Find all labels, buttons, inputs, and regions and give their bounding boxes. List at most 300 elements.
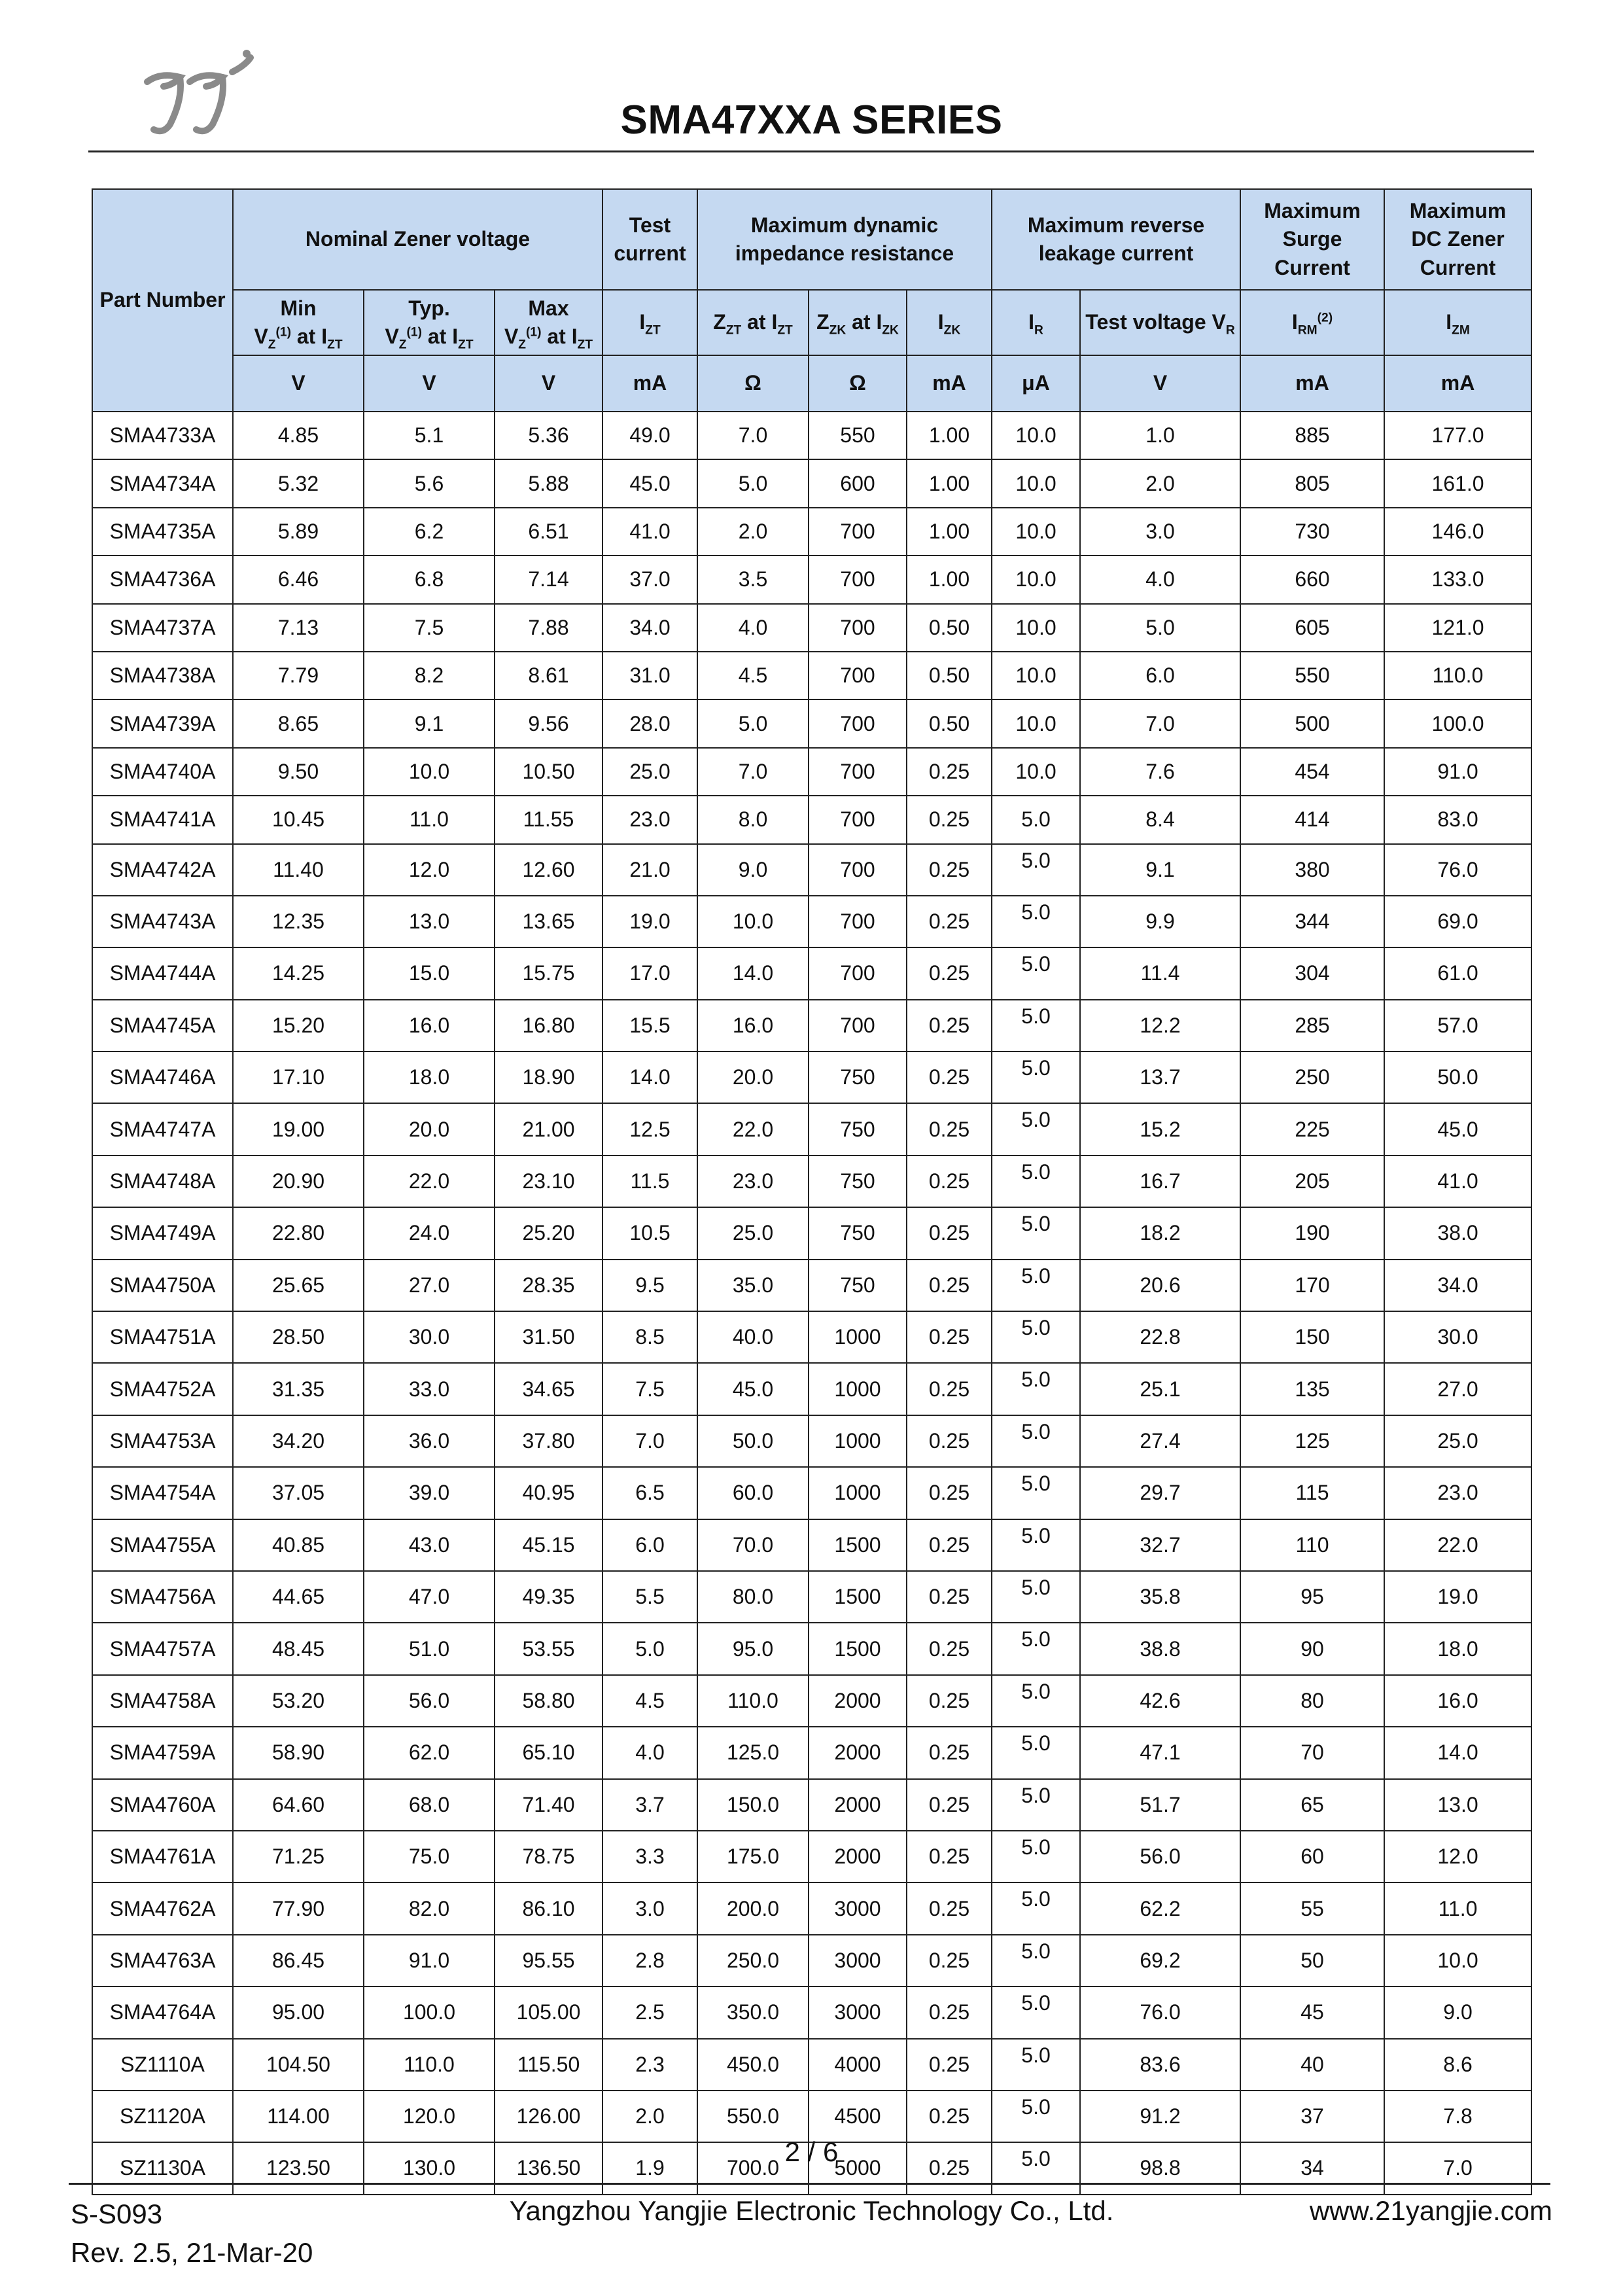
cell-irm: 285 xyxy=(1240,1000,1384,1051)
cell-izt: 2.0 xyxy=(602,2091,697,2142)
cell-izk: 1.00 xyxy=(907,556,992,603)
cell-ir: 5.0 xyxy=(992,1415,1080,1467)
cell-vz-typ: 75.0 xyxy=(364,1831,495,1882)
cell-ir: 5.0 xyxy=(992,1987,1080,2038)
cell-zzt: 700.0 xyxy=(697,2142,809,2194)
subcol-test-voltage-vr: Test voltage $V_R$ xyxy=(1080,290,1240,355)
cell-part-number: SMA4735A xyxy=(92,508,233,556)
cell-zzt: 35.0 xyxy=(697,1260,809,1311)
cell-part-number: SMA4755A xyxy=(92,1519,233,1571)
cell-izk: 0.25 xyxy=(907,1779,992,1831)
cell-zzk: 700 xyxy=(809,1000,907,1051)
cell-izm: 57.0 xyxy=(1384,1000,1531,1051)
cell-zzt: 2.0 xyxy=(697,508,809,556)
cell-vz-max: 115.50 xyxy=(495,2039,602,2091)
cell-irm: 95 xyxy=(1240,1571,1384,1623)
cell-izk: 0.25 xyxy=(907,844,992,896)
col-test-current: Test current xyxy=(602,189,697,290)
cell-ir: 5.0 xyxy=(992,1311,1080,1363)
cell-zzt: 95.0 xyxy=(697,1623,809,1674)
page-title: SMA47XXA SERIES xyxy=(620,97,1003,143)
cell-zzt: 125.0 xyxy=(697,1727,809,1778)
cell-izm: 76.0 xyxy=(1384,844,1531,896)
col-max-surge-current: Maximum Surge Current xyxy=(1240,189,1384,290)
cell-izk: 0.25 xyxy=(907,1519,992,1571)
cell-izm: 100.0 xyxy=(1384,699,1531,747)
cell-zzt: 4.0 xyxy=(697,604,809,652)
cell-irm: 205 xyxy=(1240,1156,1384,1207)
cell-ir: 5.0 xyxy=(992,2091,1080,2142)
cell-irm: 304 xyxy=(1240,947,1384,999)
cell-ir: 10.0 xyxy=(992,699,1080,747)
cell-zzk: 700 xyxy=(809,796,907,843)
cell-izk: 0.25 xyxy=(907,1415,992,1467)
cell-vz-typ: 6.2 xyxy=(364,508,495,556)
cell-vz-min: 37.05 xyxy=(233,1467,364,1519)
cell-vz-min: 64.60 xyxy=(233,1779,364,1831)
cell-zzk: 1500 xyxy=(809,1571,907,1623)
cell-part-number: SMA4736A xyxy=(92,556,233,603)
cell-irm: 60 xyxy=(1240,1831,1384,1882)
col-nominal-zener-voltage: Nominal Zener voltage xyxy=(233,189,602,290)
cell-test-voltage-vr: 6.0 xyxy=(1080,652,1240,699)
cell-vz-max: 49.35 xyxy=(495,1571,602,1623)
cell-vz-min: 9.50 xyxy=(233,748,364,796)
table-row xyxy=(92,1675,1531,1727)
cell-izm: 41.0 xyxy=(1384,1156,1531,1207)
cell-ir: 5.0 xyxy=(992,796,1080,843)
cell-part-number: SMA4752A xyxy=(92,1363,233,1415)
cell-part-number: SMA4756A xyxy=(92,1571,233,1623)
unit-cell: mA xyxy=(1384,355,1531,412)
cell-ir: 10.0 xyxy=(992,604,1080,652)
cell-izt: 19.0 xyxy=(602,896,697,947)
cell-vz-max: 37.80 xyxy=(495,1415,602,1467)
cell-vz-typ: 33.0 xyxy=(364,1363,495,1415)
cell-izm: 146.0 xyxy=(1384,508,1531,556)
cell-izt: 15.5 xyxy=(602,1000,697,1051)
cell-vz-typ: 43.0 xyxy=(364,1519,495,1571)
cell-vz-typ: 24.0 xyxy=(364,1207,495,1259)
cell-vz-typ: 62.0 xyxy=(364,1727,495,1778)
table-row xyxy=(92,844,1531,896)
cell-izm: 7.8 xyxy=(1384,2091,1531,2142)
cell-ir: 5.0 xyxy=(992,1467,1080,1519)
table-row xyxy=(92,1415,1531,1467)
unit-cell: Ω xyxy=(809,355,907,412)
cell-irm: 70 xyxy=(1240,1727,1384,1778)
cell-vz-typ: 5.6 xyxy=(364,459,495,507)
cell-vz-typ: 30.0 xyxy=(364,1311,495,1363)
cell-izm: 177.0 xyxy=(1384,412,1531,459)
cell-vz-min: 40.85 xyxy=(233,1519,364,1571)
cell-zzk: 700 xyxy=(809,748,907,796)
table-row xyxy=(92,1467,1531,1519)
cell-test-voltage-vr: 42.6 xyxy=(1080,1675,1240,1727)
subcol-zzk: $Z_{ZK}$ at $I_{ZK}$ xyxy=(809,290,907,355)
cell-irm: 55 xyxy=(1240,1882,1384,1934)
table-row xyxy=(92,412,1531,459)
cell-vz-max: 65.10 xyxy=(495,1727,602,1778)
cell-izk: 0.25 xyxy=(907,1571,992,1623)
cell-irm: 37 xyxy=(1240,2091,1384,2142)
cell-izt: 12.5 xyxy=(602,1103,697,1155)
cell-vz-max: 126.00 xyxy=(495,2091,602,2142)
cell-test-voltage-vr: 4.0 xyxy=(1080,556,1240,603)
cell-zzt: 16.0 xyxy=(697,1000,809,1051)
table-row xyxy=(92,1623,1531,1674)
cell-zzt: 23.0 xyxy=(697,1156,809,1207)
cell-zzt: 70.0 xyxy=(697,1519,809,1571)
cell-vz-max: 6.51 xyxy=(495,508,602,556)
cell-vz-min: 19.00 xyxy=(233,1103,364,1155)
subcol-irm: $I_{RM}^{(2)}$ xyxy=(1240,290,1384,355)
cell-zzk: 2000 xyxy=(809,1727,907,1778)
table-row xyxy=(92,1260,1531,1311)
table-row xyxy=(92,1363,1531,1415)
table-row xyxy=(92,1156,1531,1207)
cell-vz-min: 123.50 xyxy=(233,2142,364,2194)
cell-vz-typ: 22.0 xyxy=(364,1156,495,1207)
cell-vz-typ: 56.0 xyxy=(364,1675,495,1727)
unit-cell: Ω xyxy=(697,355,809,412)
cell-test-voltage-vr: 2.0 xyxy=(1080,459,1240,507)
cell-izk: 0.25 xyxy=(907,1882,992,1934)
cell-zzk: 700 xyxy=(809,947,907,999)
cell-izk: 0.25 xyxy=(907,896,992,947)
table-row xyxy=(92,1935,1531,1987)
cell-izm: 83.0 xyxy=(1384,796,1531,843)
cell-izt: 8.5 xyxy=(602,1311,697,1363)
cell-vz-min: 6.46 xyxy=(233,556,364,603)
cell-part-number: SMA4748A xyxy=(92,1156,233,1207)
cell-izt: 5.0 xyxy=(602,1623,697,1674)
cell-vz-typ: 5.1 xyxy=(364,412,495,459)
cell-ir: 5.0 xyxy=(992,2039,1080,2091)
unit-cell: mA xyxy=(907,355,992,412)
cell-test-voltage-vr: 18.2 xyxy=(1080,1207,1240,1259)
cell-izt: 7.0 xyxy=(602,1415,697,1467)
unit-cell: V xyxy=(364,355,495,412)
cell-vz-typ: 120.0 xyxy=(364,2091,495,2142)
col-max-dynamic-impedance: Maximum dynamic impedance resistance xyxy=(697,189,992,290)
table-row xyxy=(92,699,1531,747)
cell-part-number: SMA4759A xyxy=(92,1727,233,1778)
cell-vz-max: 25.20 xyxy=(495,1207,602,1259)
cell-izt: 17.0 xyxy=(602,947,697,999)
cell-vz-max: 34.65 xyxy=(495,1363,602,1415)
cell-part-number: SMA4754A xyxy=(92,1467,233,1519)
cell-izt: 14.0 xyxy=(602,1051,697,1103)
cell-ir: 10.0 xyxy=(992,652,1080,699)
cell-zzt: 4.5 xyxy=(697,652,809,699)
cell-test-voltage-vr: 22.8 xyxy=(1080,1311,1240,1363)
cell-ir: 5.0 xyxy=(992,1156,1080,1207)
cell-irm: 125 xyxy=(1240,1415,1384,1467)
cell-izt: 21.0 xyxy=(602,844,697,896)
cell-izt: 4.5 xyxy=(602,1675,697,1727)
cell-vz-min: 58.90 xyxy=(233,1727,364,1778)
table-row xyxy=(92,1779,1531,1831)
cell-zzt: 45.0 xyxy=(697,1363,809,1415)
cell-irm: 50 xyxy=(1240,1935,1384,1987)
cell-vz-min: 15.20 xyxy=(233,1000,364,1051)
cell-zzt: 7.0 xyxy=(697,412,809,459)
cell-test-voltage-vr: 3.0 xyxy=(1080,508,1240,556)
cell-part-number: SMA4753A xyxy=(92,1415,233,1467)
cell-vz-typ: 39.0 xyxy=(364,1467,495,1519)
cell-zzk: 700 xyxy=(809,844,907,896)
cell-izt: 41.0 xyxy=(602,508,697,556)
table-row xyxy=(92,604,1531,652)
cell-irm: 550 xyxy=(1240,652,1384,699)
cell-irm: 65 xyxy=(1240,1779,1384,1831)
cell-zzt: 5.0 xyxy=(697,459,809,507)
cell-vz-typ: 82.0 xyxy=(364,1882,495,1934)
cell-irm: 40 xyxy=(1240,2039,1384,2091)
cell-zzt: 8.0 xyxy=(697,796,809,843)
cell-izk: 0.25 xyxy=(907,1467,992,1519)
cell-vz-max: 58.80 xyxy=(495,1675,602,1727)
cell-vz-max: 7.88 xyxy=(495,604,602,652)
cell-zzk: 1500 xyxy=(809,1519,907,1571)
cell-vz-typ: 7.5 xyxy=(364,604,495,652)
cell-part-number: SMA4741A xyxy=(92,796,233,843)
cell-test-voltage-vr: 8.4 xyxy=(1080,796,1240,843)
cell-test-voltage-vr: 83.6 xyxy=(1080,2039,1240,2091)
cell-zzk: 700 xyxy=(809,896,907,947)
subcol-vz-max: Max $V_Z^{(1)}$ at $I_{ZT}$ xyxy=(495,290,602,355)
cell-vz-min: 12.35 xyxy=(233,896,364,947)
cell-irm: 250 xyxy=(1240,1051,1384,1103)
cell-test-voltage-vr: 38.8 xyxy=(1080,1623,1240,1674)
cell-ir: 10.0 xyxy=(992,748,1080,796)
cell-zzk: 750 xyxy=(809,1207,907,1259)
cell-izk: 0.50 xyxy=(907,699,992,747)
cell-vz-typ: 6.8 xyxy=(364,556,495,603)
cell-izt: 28.0 xyxy=(602,699,697,747)
cell-izm: 7.0 xyxy=(1384,2142,1531,2194)
cell-izt: 3.3 xyxy=(602,1831,697,1882)
cell-izk: 0.25 xyxy=(907,796,992,843)
cell-vz-max: 23.10 xyxy=(495,1156,602,1207)
cell-ir: 10.0 xyxy=(992,412,1080,459)
cell-izm: 69.0 xyxy=(1384,896,1531,947)
cell-irm: 135 xyxy=(1240,1363,1384,1415)
cell-zzk: 3000 xyxy=(809,1935,907,1987)
cell-zzk: 1000 xyxy=(809,1311,907,1363)
cell-irm: 90 xyxy=(1240,1623,1384,1674)
cell-vz-min: 86.45 xyxy=(233,1935,364,1987)
cell-part-number: SMA4761A xyxy=(92,1831,233,1882)
cell-zzt: 20.0 xyxy=(697,1051,809,1103)
cell-zzt: 7.0 xyxy=(697,748,809,796)
cell-test-voltage-vr: 13.7 xyxy=(1080,1051,1240,1103)
cell-test-voltage-vr: 51.7 xyxy=(1080,1779,1240,1831)
cell-part-number: SMA4757A xyxy=(92,1623,233,1674)
cell-vz-typ: 8.2 xyxy=(364,652,495,699)
subcol-ir: $I_R$ xyxy=(992,290,1080,355)
table-row xyxy=(92,2091,1531,2142)
cell-test-voltage-vr: 15.2 xyxy=(1080,1103,1240,1155)
cell-izt: 2.5 xyxy=(602,1987,697,2038)
cell-part-number: SMA4763A xyxy=(92,1935,233,1987)
cell-izm: 34.0 xyxy=(1384,1260,1531,1311)
cell-ir: 5.0 xyxy=(992,1623,1080,1674)
cell-izt: 37.0 xyxy=(602,556,697,603)
cell-izt: 45.0 xyxy=(602,459,697,507)
cell-zzk: 2000 xyxy=(809,1779,907,1831)
table-row xyxy=(92,1831,1531,1882)
cell-part-number: SMA4740A xyxy=(92,748,233,796)
cell-irm: 150 xyxy=(1240,1311,1384,1363)
cell-irm: 110 xyxy=(1240,1519,1384,1571)
cell-izm: 38.0 xyxy=(1384,1207,1531,1259)
cell-test-voltage-vr: 16.7 xyxy=(1080,1156,1240,1207)
cell-vz-min: 71.25 xyxy=(233,1831,364,1882)
cell-izm: 161.0 xyxy=(1384,459,1531,507)
cell-izm: 45.0 xyxy=(1384,1103,1531,1155)
cell-izk: 0.25 xyxy=(907,1727,992,1778)
cell-vz-min: 44.65 xyxy=(233,1571,364,1623)
cell-zzk: 750 xyxy=(809,1156,907,1207)
cell-zzk: 1500 xyxy=(809,1623,907,1674)
cell-vz-max: 21.00 xyxy=(495,1103,602,1155)
cell-irm: 454 xyxy=(1240,748,1384,796)
cell-izm: 13.0 xyxy=(1384,1779,1531,1831)
cell-vz-max: 5.88 xyxy=(495,459,602,507)
cell-vz-min: 114.00 xyxy=(233,2091,364,2142)
cell-vz-typ: 51.0 xyxy=(364,1623,495,1674)
cell-izk: 0.25 xyxy=(907,1987,992,2038)
cell-vz-typ: 11.0 xyxy=(364,796,495,843)
cell-vz-max: 8.61 xyxy=(495,652,602,699)
cell-izk: 0.25 xyxy=(907,2039,992,2091)
cell-zzt: 200.0 xyxy=(697,1882,809,1934)
cell-irm: 660 xyxy=(1240,556,1384,603)
cell-zzk: 1000 xyxy=(809,1467,907,1519)
cell-vz-typ: 110.0 xyxy=(364,2039,495,2091)
cell-zzk: 700 xyxy=(809,604,907,652)
table-row xyxy=(92,556,1531,603)
cell-part-number: SMA4734A xyxy=(92,459,233,507)
cell-zzt: 50.0 xyxy=(697,1415,809,1467)
cell-vz-typ: 47.0 xyxy=(364,1571,495,1623)
cell-ir: 5.0 xyxy=(992,1727,1080,1778)
cell-izm: 10.0 xyxy=(1384,1935,1531,1987)
cell-test-voltage-vr: 27.4 xyxy=(1080,1415,1240,1467)
cell-izk: 1.00 xyxy=(907,459,992,507)
cell-vz-typ: 13.0 xyxy=(364,896,495,947)
cell-izt: 34.0 xyxy=(602,604,697,652)
cell-ir: 5.0 xyxy=(992,947,1080,999)
cell-irm: 80 xyxy=(1240,1675,1384,1727)
cell-irm: 115 xyxy=(1240,1467,1384,1519)
cell-ir: 5.0 xyxy=(992,844,1080,896)
cell-vz-max: 28.35 xyxy=(495,1260,602,1311)
cell-vz-min: 95.00 xyxy=(233,1987,364,2038)
cell-zzt: 350.0 xyxy=(697,1987,809,2038)
cell-part-number: SMA4758A xyxy=(92,1675,233,1727)
table-row xyxy=(92,796,1531,843)
cell-izm: 8.6 xyxy=(1384,2039,1531,2091)
cell-izk: 0.25 xyxy=(907,1260,992,1311)
cell-vz-typ: 27.0 xyxy=(364,1260,495,1311)
cell-irm: 190 xyxy=(1240,1207,1384,1259)
cell-part-number: SZ1130A xyxy=(92,2142,233,2194)
cell-ir: 5.0 xyxy=(992,1935,1080,1987)
cell-vz-min: 17.10 xyxy=(233,1051,364,1103)
cell-vz-typ: 10.0 xyxy=(364,748,495,796)
cell-vz-max: 9.56 xyxy=(495,699,602,747)
cell-zzt: 14.0 xyxy=(697,947,809,999)
cell-vz-min: 14.25 xyxy=(233,947,364,999)
specs-table-body xyxy=(92,412,1531,2195)
cell-irm: 500 xyxy=(1240,699,1384,747)
table-row xyxy=(92,1311,1531,1363)
unit-cell: V xyxy=(495,355,602,412)
cell-vz-min: 10.45 xyxy=(233,796,364,843)
cell-izm: 91.0 xyxy=(1384,748,1531,796)
footer-doc-id: S-S093 xyxy=(71,2199,163,2229)
cell-vz-min: 104.50 xyxy=(233,2039,364,2091)
cell-zzt: 10.0 xyxy=(697,896,809,947)
cell-vz-max: 5.36 xyxy=(495,412,602,459)
cell-part-number: SMA4737A xyxy=(92,604,233,652)
cell-zzt: 22.0 xyxy=(697,1103,809,1155)
cell-part-number: SMA4750A xyxy=(92,1260,233,1311)
cell-part-number: SMA4746A xyxy=(92,1051,233,1103)
table-row xyxy=(92,1571,1531,1623)
cell-irm: 170 xyxy=(1240,1260,1384,1311)
cell-vz-min: 20.90 xyxy=(233,1156,364,1207)
cell-part-number: SMA4764A xyxy=(92,1987,233,2038)
cell-test-voltage-vr: 5.0 xyxy=(1080,604,1240,652)
cell-zzt: 110.0 xyxy=(697,1675,809,1727)
cell-vz-min: 22.80 xyxy=(233,1207,364,1259)
footer-website: www.21yangjie.com xyxy=(1309,2195,1552,2226)
cell-test-voltage-vr: 62.2 xyxy=(1080,1882,1240,1934)
cell-test-voltage-vr: 7.0 xyxy=(1080,699,1240,747)
cell-vz-min: 11.40 xyxy=(233,844,364,896)
cell-zzk: 750 xyxy=(809,1260,907,1311)
cell-izt: 4.0 xyxy=(602,1727,697,1778)
table-row xyxy=(92,1207,1531,1259)
cell-vz-min: 8.65 xyxy=(233,699,364,747)
cell-ir: 5.0 xyxy=(992,1882,1080,1934)
cell-izt: 23.0 xyxy=(602,796,697,843)
cell-izt: 10.5 xyxy=(602,1207,697,1259)
cell-zzt: 550.0 xyxy=(697,2091,809,2142)
cell-zzk: 750 xyxy=(809,1051,907,1103)
cell-part-number: SMA4762A xyxy=(92,1882,233,1934)
cell-izk: 0.25 xyxy=(907,1935,992,1987)
cell-part-number: SMA4760A xyxy=(92,1779,233,1831)
cell-izk: 1.00 xyxy=(907,412,992,459)
cell-vz-typ: 12.0 xyxy=(364,844,495,896)
cell-vz-typ: 68.0 xyxy=(364,1779,495,1831)
cell-ir: 5.0 xyxy=(992,1051,1080,1103)
cell-izt: 9.5 xyxy=(602,1260,697,1311)
cell-izt: 1.9 xyxy=(602,2142,697,2194)
cell-vz-min: 53.20 xyxy=(233,1675,364,1727)
cell-zzk: 5000 xyxy=(809,2142,907,2194)
cell-zzk: 700 xyxy=(809,699,907,747)
cell-izk: 0.25 xyxy=(907,1675,992,1727)
cell-ir: 5.0 xyxy=(992,1000,1080,1051)
cell-izm: 23.0 xyxy=(1384,1467,1531,1519)
cell-izk: 0.25 xyxy=(907,1311,992,1363)
